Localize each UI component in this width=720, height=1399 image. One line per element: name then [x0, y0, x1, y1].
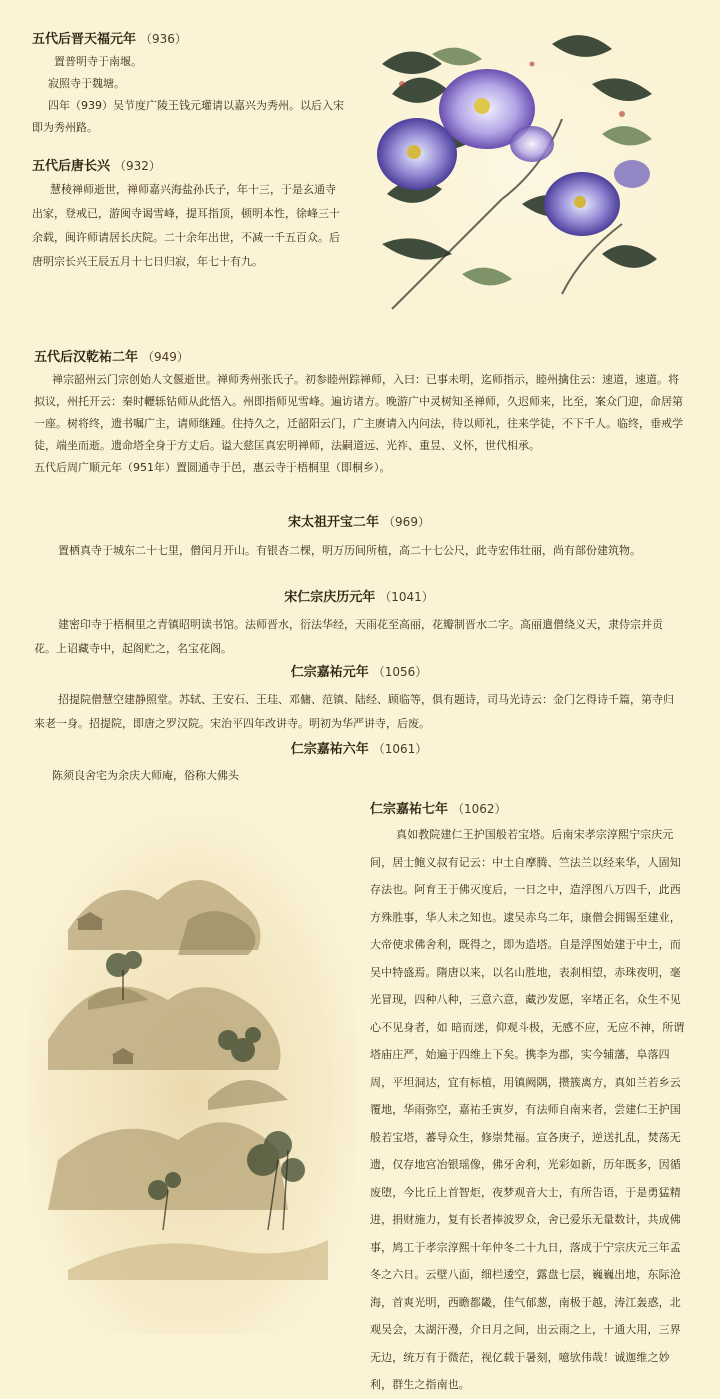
paragraph: 招提院僧慧空建静照堂。苏轼、王安石、王珪、邓傭、范镇、陆经、顾临等，俱有题诗，司马光诗云：金门乞得诗千篇，第寺归来老一身。招提院，即唐之罗汉院。宋治平四年改讲寺。明初为华严讲寺，后废。	[34, 693, 674, 730]
section-heading	[34, 510, 684, 534]
section-year: （1061）	[372, 742, 428, 756]
section-year: （1062）	[452, 802, 507, 816]
landscape-painting	[28, 800, 356, 1334]
section-heading	[32, 154, 344, 178]
paragraph: 置栖真寺于城东二十七里，僧闰月开山。有银杏二棵，明万历间所植，高二十七公尺，此寺宏伟壮丽，尚有部份建筑物。	[58, 544, 641, 557]
section-heading	[34, 660, 684, 684]
paragraph: 置普明寺于南堰。	[54, 55, 142, 68]
paragraph: 四年（939）吴节度广陵王钱元瓘请以嘉兴为秀州。以后入宋即为秀州路。	[32, 99, 344, 134]
section-heading	[32, 28, 350, 51]
section-heading	[34, 737, 684, 761]
section-title: 仁宗嘉祐六年	[290, 742, 369, 757]
section-year: （949）	[142, 350, 189, 364]
paragraph-note: 五代后周广顺元年（951年）置圆通寺于邑，惠云寺于梧桐里（即桐乡）。	[34, 461, 391, 474]
paragraph: 慧稜禅师逝世，禅师嘉兴海盐孙氏子，年十三，于是玄通寺出家，登戒已，游闽寺谒雪峰，提耳指顶，顿明本性，徐峰三十余载，闽许师请居长庆院。二十余年出世，不减一千五百众。后唐明宗长兴王辰五月十七日归寂，年七十有九。	[32, 183, 340, 268]
paragraph: 真如教院建仁王护国般若宝塔。后南宋孝宗淳熙宁宗庆元间，居士鲍义叔有记云：中土自摩腾、竺法兰以经来华，人固知存法也。阿育王于佛灭度后，一日之中，造浮图八万四千，此西方殊胜事，华人未之知也。逮吴赤乌二年，康僧会拥锡至建业，大帝使求佛舍利，既得之，即为造塔。自是浮图始建于中土，而吴中特盛焉。隋唐以来，以名山胜地，表刹相望，赤珠夜明，毫光冒现，四种八种，三意六意，藏沙发愿，宰堵正名，众生不见心不见身者，如 暗而迷，仰观斗极，无感不应，无应不神，所谓塔庙庄严，始遍于四维上下矣。携李为郡，实今辅藩，阜落四周，平坦洞达，宜有标植，用镇阙隅，攒簇离方，真如兰若乡云覆地，华雨弥空，嘉祐壬寅岁，有法师自南来者，尝建仁王护国般若宝塔，蕃导众生，修崇梵福。宣各庚子，逆送扎乱，焚荡无遗，仅存地宫冶银瑶像，佛牙舍利，光彩如新，历年既多，因循废堕，今比丘上首智炬，夜梦观音大士，有所告语，于是勇猛精进，捐财施力，复有长者捧波罗众，舍已爱乐无量数计，共成佛事，鸠工于孝宗淳熙十年仲冬二十九日，落成于宁宗庆元三年孟冬之六日。云壁八面，细栏逶空，露盘七层，巍巍出地，东际沧海，首爽光明，西瞻都畿，佳气郁葱，南极于越，涛江轰惑，北观吴会，太湖汗漫，介日月之间，出云雨之上，十通大用，三界无边，统万有于微茫，视亿载于暑刻，噫欤伟哉！诚迦维之妙利，群生之指南也。	[370, 828, 685, 1391]
section-qingli	[34, 585, 684, 661]
paragraph: 禅宗韶州云门宗创始人文偃逝世。禅师秀州张氏子。初参睦州踪禅师，入曰：已事未明，迄师指示，睦州擒住云：速道，速道。将拟议，州托开云：秦时轣轹钻师从此悟入。州即指师见雪峰。遍访诸方。晚游广中灵树知圣禅师，久迟师来，比至，案众门迎，命居第一座。树将终，遗书嘱广主，请师继踵。住持久之，迁韶阳云门，广主赓请入内问法，待以师礼，往来学徒，不下千人。临终，垂戒学徒，端坐而逝。遗命塔全身于方丈后。谥大慈匡真宏明禅师，法嗣道远、光祚、重昱、义怀，世代相承。	[34, 373, 683, 452]
section-year: （1056）	[372, 665, 428, 679]
section-later-tang	[32, 154, 344, 274]
section-later-han	[34, 345, 684, 479]
section-jiayou-6	[34, 737, 684, 787]
paragraph: 寂照寺于魏塘。	[48, 77, 125, 90]
section-year: （932）	[114, 159, 161, 173]
section-year: （1041）	[379, 590, 434, 604]
section-heading	[34, 585, 684, 609]
section-later-jin	[32, 28, 350, 139]
section-heading	[370, 798, 690, 821]
peony-painting	[372, 24, 672, 316]
paragraph: 陈须良舍宅为余庆大师庵，俗称大佛头	[52, 769, 239, 782]
section-heading	[34, 345, 684, 369]
section-year: （969）	[383, 515, 430, 529]
section-jiayou-1	[34, 660, 684, 736]
paragraph: 建密印寺于梧桐里之青镇昭明读书馆。法师晋水，衍法华经，天雨花至高丽，花瓣制晋水二字。高丽遣僧绕义天，隶侍宗并贡花。上诏藏寺中，起阁贮之，名宝花阁。	[34, 618, 663, 655]
section-title: 仁宗嘉祐元年	[290, 665, 369, 680]
section-title: 宋仁宗庆历元年	[284, 590, 376, 605]
section-year: （936）	[140, 32, 187, 46]
section-jiayou-7	[370, 798, 690, 1399]
section-title: 五代后晋天福元年	[32, 32, 137, 47]
section-title: 仁宗嘉祐七年	[370, 802, 449, 817]
section-title: 五代后唐长兴	[32, 159, 111, 174]
section-title: 宋太祖开宝二年	[288, 515, 380, 530]
section-song-kaibao	[34, 510, 684, 562]
section-title: 五代后汉乾祐二年	[34, 350, 139, 365]
